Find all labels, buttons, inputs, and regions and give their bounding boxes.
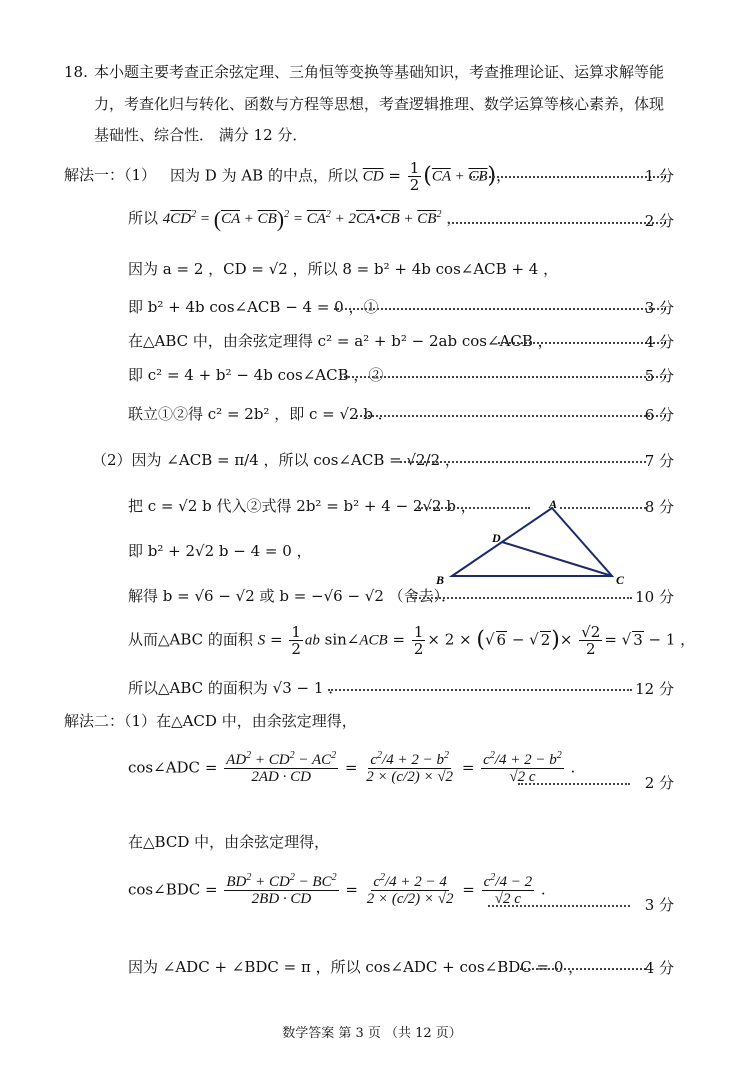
- fraction: $\frac{c^2/4 - 2}{√2 c}$: [483, 872, 533, 907]
- header-line-2: 力，考查化归与转化、函数与方程等思想，考查逻辑推理、数学运算等核心素养，体现: [94, 95, 665, 113]
- median-cd: [502, 542, 612, 576]
- header-line-3: 基础性、综合性． 满分 12 分．: [94, 126, 308, 144]
- page-footer: 数学答案 第 3 页 （共 12 页）: [282, 1026, 462, 1041]
- score-6: 6 分: [644, 406, 674, 424]
- part-label: （1）: [124, 166, 157, 184]
- dot-leader: [518, 783, 630, 785]
- m1-line-13: 所以△ABC 的面积为 √3 − 1 ．: [128, 679, 344, 697]
- dot-leader: [356, 415, 666, 417]
- m1-line-4: 即 b² + 4b cos∠ACB − 4 = 0 ，①: [128, 298, 379, 316]
- label-a: A: [549, 498, 558, 511]
- part-label: （2）: [92, 451, 132, 469]
- dot-leader: [334, 308, 666, 310]
- m1-part-2: [92, 450, 460, 470]
- m1-line-8-text: 因为 ∠ACB = π/4 ，所以 cos∠ACB = √2/2 ，: [131, 451, 460, 469]
- fraction: $\frac{BD^2 + CD^2 - BC^2}{2BD \cdot CD}$: [226, 872, 337, 907]
- fraction: $\frac{AD^2 + CD^2 - AC^2}{2AD \cdot CD}$: [226, 750, 337, 785]
- label-d: D: [492, 531, 501, 545]
- score-m2-3: 3 分: [644, 896, 674, 914]
- m2-line-1-text: 在△ACD 中，由余弦定理得，: [156, 712, 357, 730]
- m2-cos-bdc-lhs: cos∠BDC: [128, 880, 201, 899]
- score-m2-4: 4 分: [644, 959, 674, 977]
- dot-leader: [340, 376, 666, 378]
- m2-line-3: 在△BCD 中，由余弦定理得，: [128, 833, 330, 851]
- triangle-abc: [452, 508, 612, 576]
- dot-leader: [520, 968, 646, 970]
- label-c: C: [616, 573, 625, 587]
- score-m2-2: 2 分: [644, 774, 674, 792]
- m1-line-12-text: 从而△ABC 的面积: [128, 630, 253, 649]
- m1-line-2-text: 所以: [128, 209, 159, 227]
- score-8: 8 分: [644, 498, 674, 516]
- method-2-header: [64, 711, 357, 731]
- fraction: $\frac{c^2/4 + 2 - b^2}{2 \times (c/2) \times √2}$: [366, 750, 454, 785]
- m1-line-2: 所以 $4\overline{CD}^2 = (\overline{CA} + \overline{CB})^2 = \overline{CA}^2$ + $2\overline{CA}•\overline{CB} + \overline{CB}^2$ ，: [128, 206, 462, 232]
- method-1-label: [64, 165, 156, 185]
- m2-cos-adc-lhs: cos∠ADC: [128, 758, 201, 777]
- dot-leader: [448, 222, 666, 224]
- dot-leader: [328, 689, 632, 691]
- m1-line-1-text: 因为 D 为 AB 的中点，所以: [170, 166, 358, 185]
- m1-line-9: 把 c = √2 b 代入②式得 2b² = b² + 4 − 2√2 b ，: [128, 497, 476, 515]
- score-5: 5 分: [644, 367, 674, 385]
- m2-line-5: 因为 ∠ADC + ∠BDC = π ，所以 cos∠ADC + cos∠BDC = 0 ，: [128, 958, 584, 976]
- dot-leader: [488, 905, 630, 907]
- dot-leader: [400, 461, 646, 463]
- score-2: 2 分: [644, 212, 674, 230]
- m1-line-6: 即 c² = 4 + b² − 4b cos∠ACB ，②: [128, 366, 384, 384]
- fraction: $\frac{c^2/4 + 2 - b^2}{√2 c}$: [483, 750, 562, 785]
- m1-line-5: 在△ABC 中，由余弦定理得 c² = a² + b² − 2ab cos∠ACB ，: [128, 332, 553, 350]
- score-3: 3 分: [644, 299, 674, 317]
- header-line-1: 本小题主要考查正余弦定理、三角恒等变换等基础知识，考查推理论证、运算求解等能: [94, 63, 665, 81]
- method-label: 解法二：: [64, 712, 125, 730]
- m2-cos-bdc: cos∠BDC = $\frac{BD^2 + CD^2 - BC^2}{2BD \cdot CD}$ = $\frac{c^2/4 + 2 - 4}{2 \times (c/2) \times √2}$ = $\frac{c^2/4 - 2}{√2 c}$ .: [128, 872, 546, 907]
- score-1: 1 分: [644, 167, 674, 185]
- m1-line-3: 因为 a = 2 ，CD = √2 ，所以 8 = b² + 4b cos∠ACB + 4 ，: [128, 260, 559, 278]
- m2-cos-adc: cos∠ADC = $\frac{AD^2 + CD^2 - AC^2}{2AD \cdot CD}$ = $\frac{c^2/4 + 2 - b^2}{2 \times (c/2) \times √2}$ = $\frac{c^2/4 + 2 - b^2}{√2 c}$ .: [128, 750, 576, 785]
- fraction: $\frac{c^2/4 + 2 - 4}{2 \times (c/2) \times √2}$: [366, 872, 454, 907]
- score-12: 12 分: [635, 680, 674, 698]
- method-label: 解法一：: [64, 166, 125, 184]
- triangle-figure: [430, 498, 650, 590]
- dot-leader: [412, 597, 632, 599]
- dot-leader: [498, 342, 666, 344]
- part-label: （1）: [124, 712, 157, 730]
- label-b: B: [436, 573, 445, 587]
- m1-line-7: 联立①②得 c² = 2b² ，即 c = √2 b ．: [128, 405, 393, 423]
- fraction: $\frac{1}{2}$: [413, 623, 424, 658]
- m1-line-11: 解得 b = √6 − √2 或 b = −√6 − √2 （舍去）．: [128, 587, 457, 605]
- score-10: 10 分: [635, 588, 674, 606]
- m1-line-10: 即 b² + 2√2 b − 4 = 0 ，: [128, 542, 312, 560]
- score-4: 4 分: [644, 333, 674, 351]
- dot-leader: [470, 176, 666, 178]
- fraction: $\frac{1}{2}$: [291, 623, 301, 658]
- fraction: $\frac{1}{2}$: [409, 159, 420, 194]
- fraction: $\frac{√2}{2}$: [581, 623, 601, 658]
- score-7: 7 分: [644, 452, 674, 470]
- problem-number: 18.: [64, 63, 88, 81]
- m1-line-12: 从而△ABC 的面积 S = $\frac{1}{2}$ ab sin∠ACB = $\frac{1}{2}$ × 2 × (√ 6 − √ 2)× $\frac{√2}{2}$ = √ 3 − 1 ，: [128, 623, 696, 658]
- m1-line-1: 因为 D 为 AB 的中点，所以 $\overline{CD}$ = $\frac{1}{2}$ $(\overline{CA} + \overline{CB})$，: [170, 159, 512, 194]
